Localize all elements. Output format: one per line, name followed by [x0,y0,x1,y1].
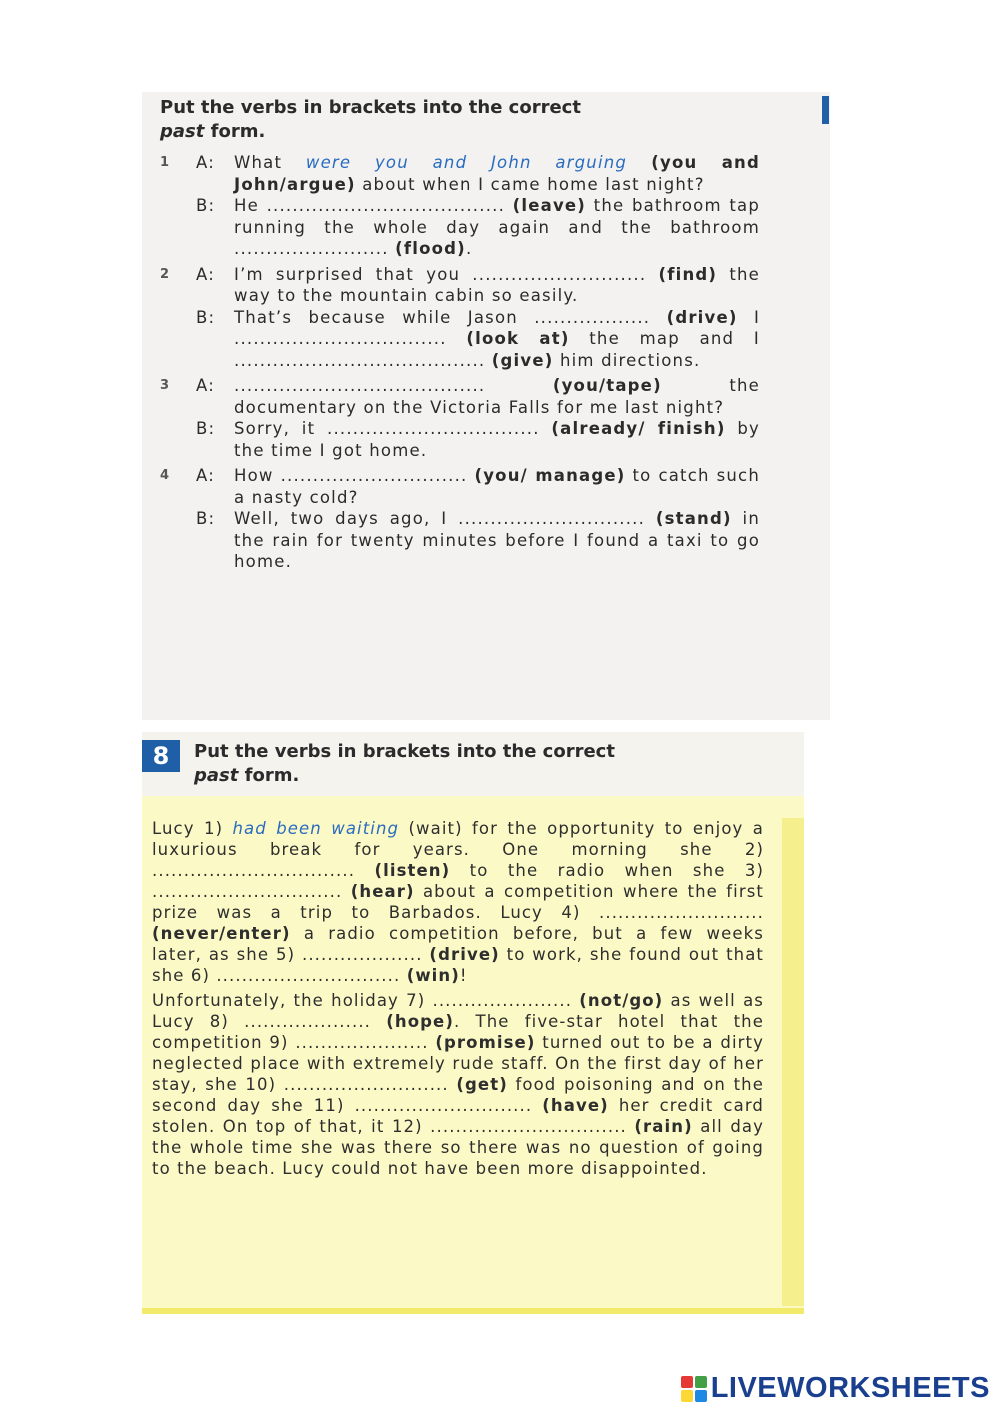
blank[interactable]: I’m surprised that you ........................... [234,264,659,284]
item-number: 4 [160,468,171,483]
dialogue-item-1 [160,152,760,260]
blank[interactable]: He ..................................... [234,196,513,215]
blank[interactable]: to work, she found out that she 6) ............................. [152,945,764,985]
line-text: He ..................................... (leave) the bathroom tap running the whole day again and the bathroom ........................ (flood). [234,196,761,258]
item-number: 2 [160,266,171,282]
speaker-label: A: [196,376,215,395]
item-number: 3 [160,378,171,393]
page-edge-tab [822,96,829,124]
heading-line-1: Put the verbs in brackets into the correct [160,97,581,118]
exercise-8-heading [194,740,615,788]
story-text [152,818,764,1183]
blank[interactable]: How ............................. [234,466,475,485]
blank[interactable]: her credit card stolen. On top of that, it 12) ............................... [152,1096,764,1136]
exercise-7-heading [160,96,581,144]
heading-line-1: Put the verbs in brackets into the correct [194,741,615,762]
line-text: Well, two days ago, I ............................. (stand) in the rain for twenty minutes before I found a taxi to go home. [234,509,760,571]
dialogue-item-3 [160,375,760,461]
line-a [160,152,760,195]
exercise-number-badge: 8 [142,740,180,772]
speaker-label: B: [196,307,216,327]
example-answer: had been waiting [232,819,400,838]
line-text: ....................................... (you/tape) the documentary on the Victoria Falls for me last night? [234,376,760,417]
line-b [160,195,760,260]
story-paragraph-1: Lucy 1) had been waiting (wait) for the opportunity to enjoy a luxurious break for years. One morning she 2) ................................ (listen) to the radio when she 3) .............................. (hear) about a competition where the first prize was a trip to Barbados. Lucy 4) .......................... (never/enter) a radio competition before, but a few weeks later, as she 5) ................... (drive) to work, she found out that she 6) ............................. (win)! [152,819,765,985]
blank[interactable]: food poisoning and on the second day she 11) ............................ [152,1075,764,1115]
heading-line-2: past form. [160,121,266,142]
logo-icon [681,1376,707,1402]
exercise-7-items [160,152,760,577]
story-panel-edge [782,818,804,1306]
story-paragraph-2: Unfortunately, the holiday 7) ...................... (not/go) as well as Lucy 8) .................... (hope). The five-star hotel that the competition 9) ..................... (promise) turned out to be a dirty neglected place with extremely rude staff. On the first day of her stay, she 10) .......................... (get) food poisoning and on the second day she 11) ............................ (have) her credit card stolen. On top of that, it 12) ............................... (rain) all day the whole time she was there so there was no question of going to the beach. Lucy could not have been more disappointed. [152,991,764,1178]
blank[interactable]: the bathroom tap running the whole day again and the bathroom ........................ [234,196,761,258]
speaker-label: A: [196,264,215,284]
line-b [160,508,760,573]
item-number: 1 [160,155,171,170]
dialogue-item-2 [160,264,760,372]
line-text: Sorry, it ................................. (already/ finish) by the time I got home. [234,419,760,460]
speaker-label: B: [196,419,216,438]
speaker-label: B: [196,509,216,528]
blank[interactable]: about a competition where the first prize was a trip to Barbados. Lucy 4) .......................... [152,882,764,922]
blank[interactable]: Unfortunately, the holiday 7) ...................... [152,991,580,1010]
line-a [160,465,760,508]
line-b [160,307,760,372]
line-text: I’m surprised that you ........................... (find) the way to the mountain cabin so easily. [234,264,761,305]
blank[interactable]: That’s because while Jason .................. [234,307,667,327]
line-a [160,375,760,418]
line-b [160,418,760,461]
speaker-label: A: [196,153,215,172]
line-text: That’s because while Jason .................. (drive) I ................................. (look at) the map and I ....................................... (give) him directions. [234,307,761,370]
blank[interactable]: (wait) for the opportunity to enjoy a luxurious break for years. One morning she 2) ................................ [152,819,765,880]
blank[interactable]: to the radio when she 3) .............................. [152,861,764,901]
liveworksheets-logo [681,1372,990,1405]
blank[interactable]: a radio competition before, but a few weeks later, as she 5) ................... [152,924,764,964]
blank[interactable]: Sorry, it ................................. [234,419,552,438]
blank[interactable]: the map and I ....................................... [234,329,760,370]
blank[interactable]: I ................................. [234,307,761,348]
blank[interactable]: Well, two days ago, I ............................. [234,509,656,528]
example-answer: were you and John arguing [305,153,628,172]
blank[interactable]: turned out to be a dirty neglected place with extremely rude staff. On the first day of her stay, she 10) .......................... [152,1033,764,1094]
logo-text: LIVEWORKSHEETS [710,1372,990,1404]
dialogue-item-4 [160,465,760,573]
line-text: How ............................. (you/ manage) to catch such a nasty cold? [234,466,760,507]
blank[interactable]: ....................................... [234,376,553,395]
heading-line-2: past form. [194,765,300,786]
speaker-label: B: [196,196,216,215]
blank[interactable]: . The five-star hotel that the competition 9) ..................... [152,1012,764,1052]
line-text: What were you and John arguing (you and John/argue) about when I came home last night? [234,153,760,194]
speaker-label: A: [196,466,215,485]
blank[interactable]: as well as Lucy 8) .................... [152,991,764,1031]
line-a [160,264,760,307]
